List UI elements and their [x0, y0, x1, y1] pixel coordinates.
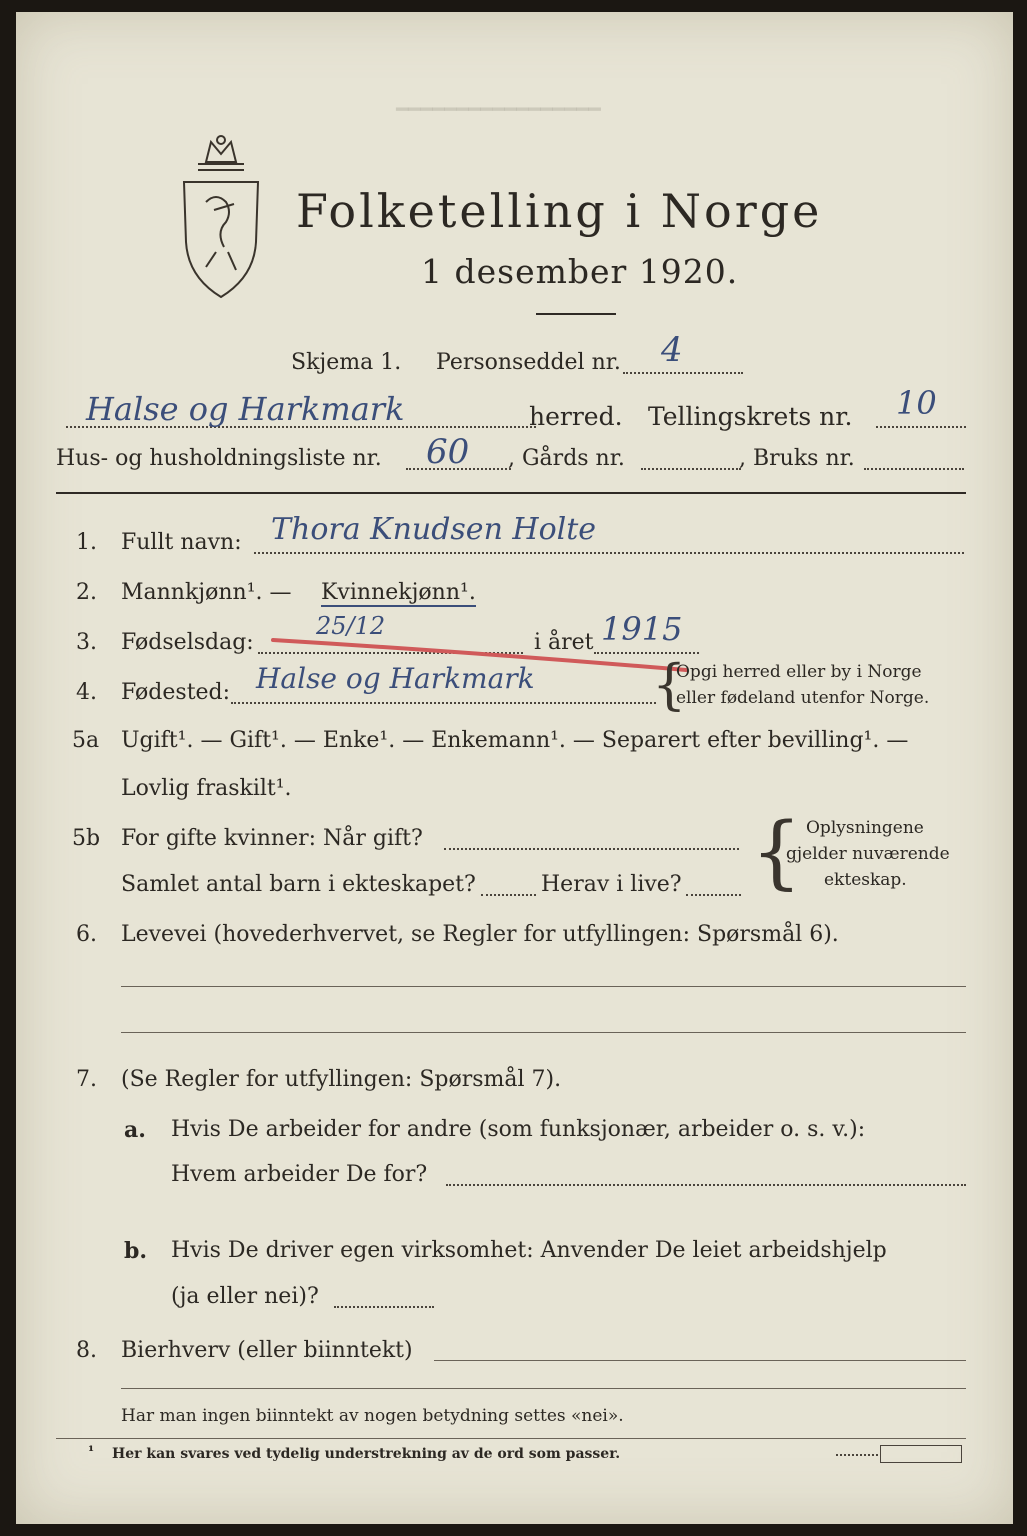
q5b-alive-label: Herav i live? [541, 872, 682, 897]
q8-label: Bierhverv (eller biinntekt) [121, 1338, 413, 1363]
q4-number: 4. [76, 680, 97, 705]
husliste-label: Hus- og husholdningsliste nr. [56, 446, 382, 471]
tellingskrets-line [876, 426, 966, 428]
q6-answer-line2[interactable] [121, 1032, 966, 1033]
q8-number: 8. [76, 1338, 97, 1363]
q5a-number: 5a [72, 728, 100, 753]
q1-label: Fullt navn: [121, 530, 242, 555]
q2-number: 2. [76, 580, 97, 605]
printer-line [836, 1454, 878, 1456]
herred-value[interactable]: Halse og Harkmark [86, 390, 405, 428]
tellingskrets-value[interactable]: 10 [896, 384, 937, 422]
q7b-letter: b. [124, 1238, 148, 1264]
q5b-number: 5b [72, 826, 101, 851]
footer-rule [56, 1438, 966, 1439]
personseddel-value[interactable]: 4 [661, 330, 683, 370]
gards-line [641, 468, 741, 470]
q2-male-option[interactable]: Mannkjønn¹. — [121, 580, 292, 605]
q5b-married-line [444, 848, 739, 850]
q7a-line2: Hvem arbeider De for? [171, 1162, 428, 1187]
personseddel-line [623, 372, 743, 374]
q4-label: Fødested: [121, 680, 231, 705]
q5b-note-line2: gjelder nuværende [786, 844, 950, 864]
q1-value[interactable]: Thora Knudsen Holte [271, 512, 597, 547]
q7-label: (Se Regler for utfyllingen: Spørsmål 7). [121, 1067, 562, 1092]
tellingskrets-label: Tellingskrets nr. [648, 402, 853, 431]
q7-number: 7. [76, 1067, 97, 1092]
printer-stamp [880, 1445, 962, 1463]
q5b-children-line [481, 894, 536, 896]
q4-value[interactable]: Halse og Harkmark [256, 662, 535, 695]
q1-line [254, 552, 964, 554]
q6-answer-line1[interactable] [121, 986, 966, 987]
q4-brace: { [652, 653, 687, 716]
q3-year-value[interactable]: 1915 [601, 610, 683, 648]
q3-label: Fødselsdag: [121, 630, 254, 655]
footnote-mark: ¹ [88, 1444, 95, 1460]
q5b-brace: { [751, 805, 802, 898]
herred-label: herred. [529, 402, 623, 431]
footnote-text: Her kan svares ved tydelig understrekning av de ord som passer. [112, 1446, 621, 1462]
personseddel-label: Personseddel nr. [436, 350, 621, 375]
schema-label: Skjema 1. [291, 350, 402, 375]
q1-number: 1. [76, 530, 97, 555]
footer-note: Har man ingen biinntekt av nogen betydning settes «nei». [121, 1406, 624, 1426]
q5b-alive-line [686, 894, 741, 896]
q4-note-line2: eller fødeland utenfor Norge. [676, 688, 930, 708]
q4-line [231, 702, 656, 704]
q3-value[interactable]: 25/12 [316, 612, 386, 640]
census-date: 1 desember 1920. [421, 252, 739, 291]
header-rule [56, 492, 966, 494]
q7a-answer-line[interactable] [446, 1184, 966, 1186]
q7a-line1: Hvis De arbeider for andre (som funksjonær, arbeider o. s. v.): [171, 1117, 866, 1142]
bruks-line [864, 468, 964, 470]
q6-number: 6. [76, 922, 97, 947]
form-title: Folketelling i Norge [296, 184, 823, 238]
q7b-line1: Hvis De driver egen virksomhet: Anvender De leiet arbeidshjelp [171, 1238, 887, 1263]
bruks-label: , Bruks nr. [739, 446, 855, 471]
q7b-answer-line[interactable] [334, 1306, 434, 1308]
q5a-options[interactable]: Ugift¹. — Gift¹. — Enke¹. — Enkemann¹. — Separert efter bevilling¹. — [121, 728, 909, 753]
q4-note-line1: Opgi herred eller by i Norge [676, 662, 922, 682]
gards-label: , Gårds nr. [508, 446, 625, 471]
q5a-options-line2[interactable]: Lovlig fraskilt¹. [121, 776, 292, 801]
title-divider [536, 313, 616, 315]
q5b-children-label: Samlet antal barn i ekteskapet? [121, 872, 476, 897]
q5b-note-line3: ekteskap. [824, 870, 907, 890]
q5b-note-line1: Oplysningene [806, 818, 924, 838]
bleed-through: ━━━━━━━━━━━━━━━━━ [396, 97, 601, 121]
q3-year-label: i året [534, 630, 594, 655]
census-form-sheet [16, 12, 1013, 1524]
husliste-value[interactable]: 60 [426, 432, 470, 472]
q6-label: Levevei (hovederhvervet, se Regler for utfyllingen: Spørsmål 6). [121, 922, 839, 947]
q7a-letter: a. [124, 1117, 146, 1143]
q5b-line1: For gifte kvinner: Når gift? [121, 826, 423, 851]
q8-answer-line1[interactable] [434, 1360, 966, 1361]
q7b-line2: (ja eller nei)? [171, 1284, 319, 1309]
q8-answer-line2[interactable] [121, 1388, 966, 1389]
coat-of-arms-icon [176, 132, 266, 302]
q3-number: 3. [76, 630, 97, 655]
q2-female-option[interactable]: Kvinnekjønn¹. [321, 580, 476, 605]
